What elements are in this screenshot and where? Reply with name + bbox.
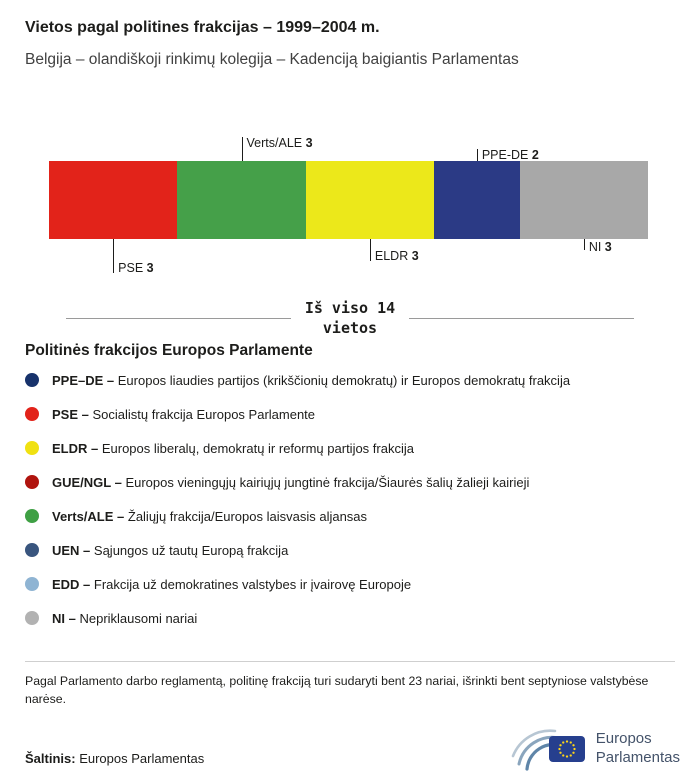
- tick-line-ppe-de: [477, 149, 478, 161]
- total-line-2: vietos: [322, 318, 378, 337]
- legend-item-text: Verts/ALE – Žaliųjų frakcija/Europos laisvasis aljansas: [52, 508, 368, 524]
- ep-logo-text-line1: Europos: [595, 730, 652, 748]
- stacked-bar: [49, 161, 648, 239]
- tick-line-verts-ale: [242, 137, 243, 161]
- legend-item-ni: [25, 601, 675, 635]
- header: [0, 0, 700, 69]
- bottom-bar: [25, 726, 680, 772]
- legend-item-text: PPE–DE – Europos liaudies partijos (krikščionių demokratų) ir Europos demokratų frakcija: [52, 372, 571, 388]
- bar-label-eldr: ELDR 3: [374, 249, 419, 263]
- tick-line-eldr: [370, 239, 371, 261]
- legend-heading: Politinės frakcijos Europos Parlamente: [25, 342, 313, 359]
- total-line-1: Iš viso 14: [304, 299, 396, 317]
- legend-item-pse: [25, 397, 675, 431]
- eu-flag-icon: [549, 736, 585, 762]
- tick-line-ni: [584, 239, 585, 250]
- seats-chart: [49, 117, 648, 277]
- ppe-de-dot-icon: [25, 373, 39, 387]
- page-title: Vietos pagal politines frakcijas – 1999–2004 m.: [25, 19, 380, 36]
- page-subtitle: Belgija – olandiškoji rinkimų kolegija – Kadenciją baigiantis Parlamentas: [25, 51, 519, 68]
- legend-item-text: ELDR – Europos liberalų, demokratų ir reformų partijos frakcija: [52, 440, 414, 456]
- ep-logo-text: [596, 730, 680, 768]
- footnote: Pagal Parlamento darbo reglamentą, politinę frakciją turi sudaryti bent 23 nariai, išrinkti bent septyniose valstybėse narėse.: [25, 674, 649, 707]
- legend-item-text: UEN – Sąjungos už tautų Europą frakcija: [52, 542, 289, 558]
- ep-logo: [509, 726, 680, 772]
- total-seats-caption: [66, 299, 634, 338]
- source-label: Šaltinis:: [25, 751, 76, 766]
- bar-label-verts-ale: Verts/ALE 3: [246, 136, 313, 150]
- ni-dot-icon: [25, 611, 39, 625]
- legend-item-uen: [25, 533, 675, 567]
- bar-segment-verts-ale[interactable]: [177, 161, 305, 239]
- pse-dot-icon: [25, 407, 39, 421]
- legend: [25, 342, 675, 635]
- tick-line-pse: [113, 239, 114, 273]
- left-rule: [66, 318, 291, 319]
- eldr-dot-icon: [25, 441, 39, 455]
- verts-ale-dot-icon: [25, 509, 39, 523]
- gue-ngl-dot-icon: [25, 475, 39, 489]
- legend-item-eldr: [25, 431, 675, 465]
- bar-label-ppe-de: PPE-DE 2: [481, 148, 539, 162]
- legend-items: [25, 363, 675, 635]
- source-value: Europos Parlamentas: [79, 751, 205, 766]
- bar-segment-eldr[interactable]: [306, 161, 434, 239]
- legend-item-text: GUE/NGL – Europos vieningųjų kairiųjų jungtinė frakcija/Šiaurės šalių žalieji kairieji: [52, 474, 530, 490]
- legend-item-verts-ale: [25, 499, 675, 533]
- right-rule: [409, 318, 634, 319]
- legend-item-gue-ngl: [25, 465, 675, 499]
- legend-item-edd: [25, 567, 675, 601]
- legend-item-text: EDD – Frakcija už demokratines valstybes ir įvairovę Europoje: [52, 576, 412, 592]
- bar-label-pse: PSE 3: [118, 261, 154, 275]
- bar-segment-ni[interactable]: [520, 161, 648, 239]
- ep-logo-text-line2: Parlamentas: [595, 749, 680, 766]
- footer-divider: [25, 661, 675, 662]
- bar-segment-pse[interactable]: [49, 161, 177, 239]
- bar-label-ni: NI 3: [588, 240, 612, 254]
- uen-dot-icon: [25, 543, 39, 557]
- ep-logo-mark: [509, 726, 589, 772]
- legend-item-ppe-de: [25, 363, 675, 397]
- legend-item-text: PSE – Socialistų frakcija Europos Parlamente: [52, 406, 316, 422]
- legend-item-text: NI – Nepriklausomi nariai: [52, 610, 198, 626]
- edd-dot-icon: [25, 577, 39, 591]
- total-seats-text: [291, 299, 409, 338]
- source: [25, 751, 204, 772]
- bar-segment-ppe-de[interactable]: [434, 161, 520, 239]
